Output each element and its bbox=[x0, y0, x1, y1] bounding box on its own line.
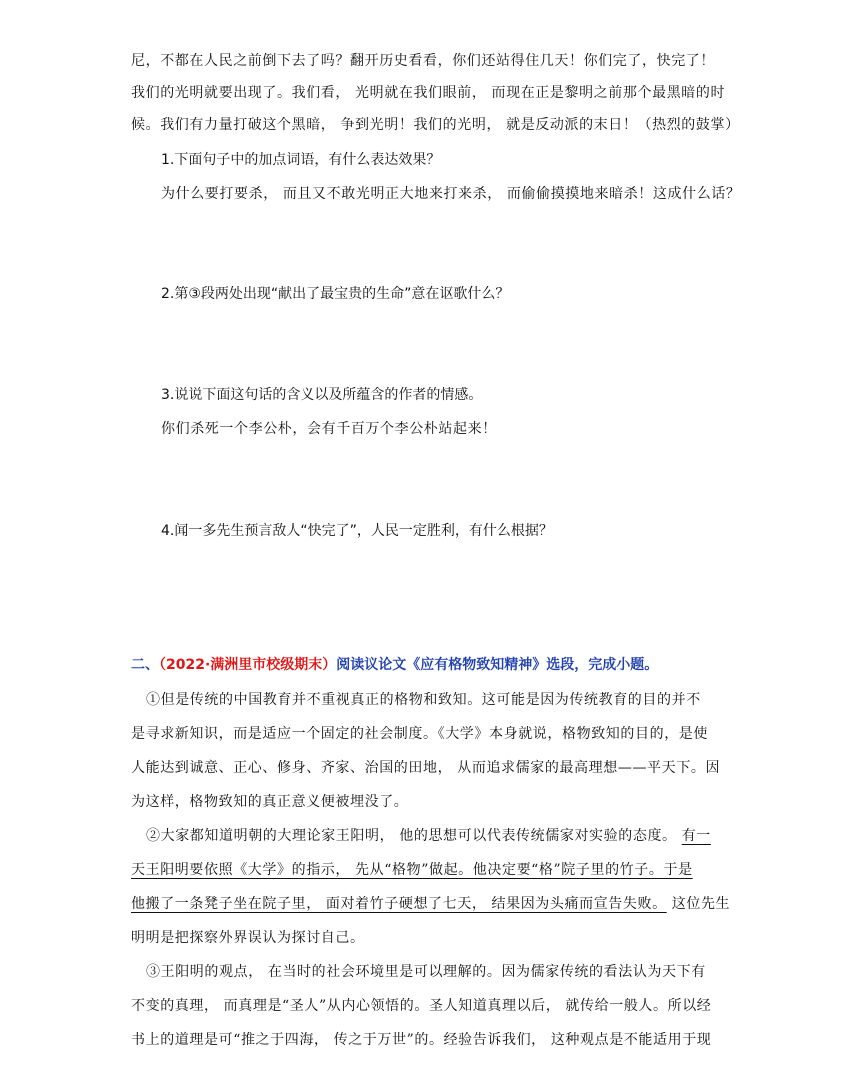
passage2-para1-line-2: 是寻求新知识，而是适应一个固定的社会制度。《大学》本身就说，格物致知的目的，是使 bbox=[131, 726, 708, 742]
para2-line3-text: 这位先生 bbox=[666, 896, 731, 912]
question-4-label: 4.闻一多先生预言敌人“快完了”，人民一定胜利，有什么根据？ bbox=[161, 523, 553, 539]
passage2-para1-line-1: ①但是传统的中国教育并不重视真正的格物和致知。这可能是因为传统教育的目的并不 bbox=[146, 692, 701, 708]
question-2-label: 2.第③段两处出现“献出了最宝贵的生命”意在讴歌什么？ bbox=[161, 286, 510, 302]
passage1-line-2: 我们的光明就要出现了。我们看， 光明就在我们眼前， 而现在正是黎明之前那个最黑暗的时 bbox=[131, 85, 726, 101]
passage1-line-3: 候。我们有力量打破这个黑暗， 争到光明！我们的光明， 就是反动派的末日！（热烈的鼓掌） bbox=[131, 117, 740, 133]
passage2-para1-line-4: 为这样，格物致知的真正意义便被埋没了。 bbox=[131, 794, 409, 810]
passage2-para2-line-2 bbox=[131, 860, 741, 880]
para2-underlined-start: 有一 bbox=[681, 828, 711, 844]
section-2-source: （2022·满洲里市校级期末） bbox=[159, 657, 337, 673]
question-1-label: 1.下面句子中的加点词语，有什么表达效果？ bbox=[161, 152, 441, 168]
passage1-line-1: 尼，不都在人民之前倒下去了吗？翻开历史看看，你们还站得住几天！你们完了，快完了！ bbox=[131, 53, 715, 69]
para2-line1-text: ②大家都知道明朝的大理论家王阳明， 他的思想可以代表传统儒家对实验的态度。 bbox=[146, 828, 682, 844]
para2-underlined-middle: 天王阳明要依照《大学》的指示， 先从“格物”做起。他决定要“格”院子里的竹子。于是 bbox=[131, 862, 693, 878]
passage2-para2-line-3 bbox=[131, 894, 741, 914]
para2-underlined-end: 他搬了一条凳子坐在院子里， 面对着竹子硬想了七天， 结果因为头痛而宣告失败。 bbox=[131, 896, 667, 912]
passage2-para1-line-3: 人能达到诚意、正心、修身、齐家、治国的田地， 从而追求儒家的最高理想——平天下。因 bbox=[131, 760, 721, 776]
passage2-para2-line-1 bbox=[146, 826, 756, 846]
section-2-number: 二、 bbox=[131, 657, 159, 673]
question-1-quote: 为什么要打要杀， 而且又不敢光明正大地来打来杀， 而偷偷摸摸地来暗杀！这成什么话？ bbox=[161, 186, 741, 202]
passage2-para3-line-2: 不变的真理， 而真理是“圣人”从内心领悟的。圣人知道真理以后， 就传给一般人。所以经 bbox=[131, 998, 712, 1014]
passage2-para2-line-4: 明明是把探察外界误认为探讨自己。 bbox=[131, 930, 365, 946]
section-2-heading bbox=[131, 655, 741, 675]
passage2-para3-line-1: ③王阳明的观点， 在当时的社会环境里是可以理解的。因为儒家传统的看法认为天下有 bbox=[146, 964, 706, 980]
question-3-label: 3.说说下面这句话的含义以及所蕴含的作者的情感。 bbox=[161, 387, 483, 403]
section-2-instruction: 阅读议论文《应有格物致知精神》选段，完成小题。 bbox=[336, 657, 659, 673]
question-3-quote: 你们杀死一个李公朴，会有千百万个李公朴站起来！ bbox=[161, 421, 497, 437]
passage2-para3-line-3: 书上的道理是可“推之于四海， 传之于万世”的。经验告诉我们， 这种观点是不能适用于现 bbox=[131, 1032, 712, 1048]
